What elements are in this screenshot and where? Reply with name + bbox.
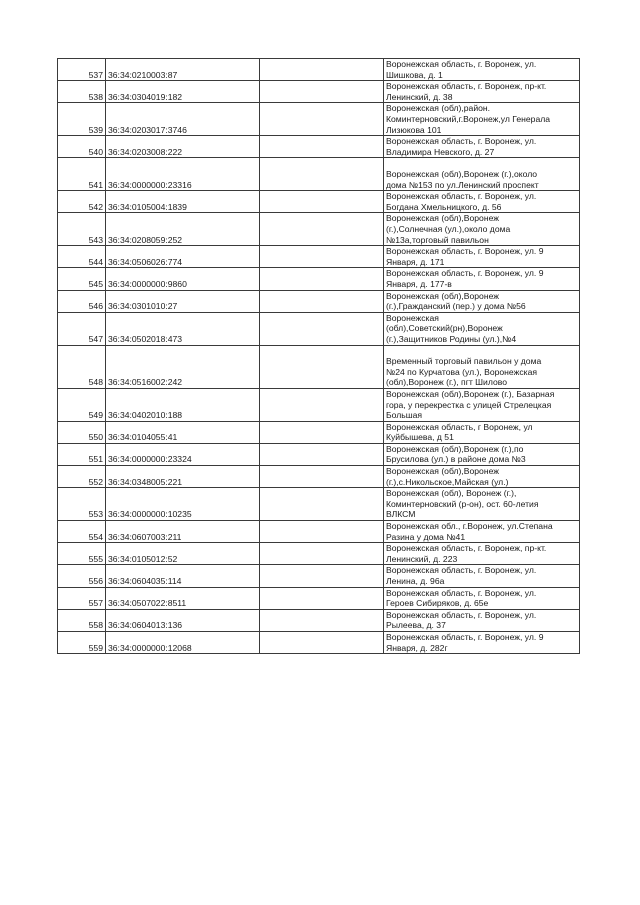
row-number-cell: 547	[58, 312, 106, 345]
table-row	[58, 521, 580, 543]
address-line: Января, д. 282г	[386, 642, 448, 653]
address-line: Героев Сибиряков, д. 65е	[386, 598, 489, 609]
cadastral-number-cell: 36:34:0000000:23316	[106, 158, 260, 191]
table-row	[58, 631, 580, 653]
address-line: Разина у дома №41	[386, 531, 466, 542]
row-number-cell: 559	[58, 631, 106, 653]
address-line: Воронежская область, г. Воронеж, ул.	[386, 136, 537, 147]
address-cell	[384, 213, 580, 246]
address-cell	[384, 59, 580, 81]
table-row	[58, 466, 580, 488]
row-number-cell: 553	[58, 488, 106, 521]
table-row	[58, 191, 580, 213]
cadastral-number-cell: 36:34:0000000:10235	[106, 488, 260, 521]
address-line: Воронежская область, г. Воронеж, пр-кт.	[386, 543, 547, 554]
address-line: №24 по Курчатова (ул.), Воронежская	[386, 366, 538, 377]
row-number-cell: 548	[58, 345, 106, 388]
address-cell	[384, 388, 580, 421]
blank-cell	[260, 521, 384, 543]
cadastral-number-cell: 36:34:0210003:87	[106, 59, 260, 81]
address-cell	[384, 158, 580, 191]
blank-cell	[260, 488, 384, 521]
blank-cell	[260, 136, 384, 158]
table-row	[58, 213, 580, 246]
address-cell	[384, 345, 580, 388]
cadastral-number-cell: 36:34:0000000:23324	[106, 443, 260, 465]
address-cell	[384, 191, 580, 213]
row-number-cell: 556	[58, 565, 106, 587]
row-number-cell: 544	[58, 246, 106, 268]
address-line: (г.),Защитников Родины (ул.),№4	[386, 333, 517, 344]
address-line: дома №153 по ул.Ленинский проспект	[386, 179, 539, 190]
row-number-cell: 558	[58, 609, 106, 631]
table-row	[58, 543, 580, 565]
row-number-cell: 554	[58, 521, 106, 543]
cadastral-number-cell: 36:34:0502018:473	[106, 312, 260, 345]
address-cell	[384, 268, 580, 290]
address-line: Воронежская (обл),район.	[386, 103, 491, 114]
address-cell	[384, 587, 580, 609]
cadastral-number-cell: 36:34:0000000:12068	[106, 631, 260, 653]
address-line: гора, у перекрестка с улицей Стрелецкая	[386, 399, 552, 410]
address-line: Воронежская (обл),Воронеж (г.),по	[386, 443, 524, 454]
row-number-cell: 552	[58, 466, 106, 488]
row-number-cell: 537	[58, 59, 106, 81]
cadastral-number-cell: 36:34:0402010:188	[106, 388, 260, 421]
address-line: Воронежская область, г. Воронеж, ул.	[386, 59, 537, 69]
blank-cell	[260, 81, 384, 103]
address-line: Воронежская область, г. Воронеж, ул.	[386, 191, 537, 202]
address-line: (обл),Советский(рн),Воронеж	[386, 323, 503, 334]
table-row	[58, 59, 580, 81]
address-line: Воронежская область, г. Воронеж, ул.	[386, 587, 537, 598]
table-row	[58, 443, 580, 465]
blank-cell	[260, 59, 384, 81]
cadastral-number-cell: 36:34:0516002:242	[106, 345, 260, 388]
table-row	[58, 587, 580, 609]
address-cell	[384, 443, 580, 465]
blank-cell	[260, 290, 384, 312]
address-cell	[384, 543, 580, 565]
table-row	[58, 488, 580, 521]
address-line: (обл),Воронеж (г.), пгт Шилово	[386, 377, 507, 388]
row-number-cell: 543	[58, 213, 106, 246]
address-cell	[384, 631, 580, 653]
table-row	[58, 246, 580, 268]
blank-cell	[260, 609, 384, 631]
address-line: Брусилова (ул.) в районе дома №3	[386, 454, 526, 465]
blank-cell	[260, 421, 384, 443]
blank-cell	[260, 191, 384, 213]
address-line: Коминтерновский (р-он), ост. 60-летия	[386, 498, 539, 509]
row-number-cell: 539	[58, 103, 106, 136]
address-line: №13а,торговый павильон	[386, 234, 489, 245]
address-cell	[384, 136, 580, 158]
address-line: Воронежская обл., г.Воронеж, ул.Степана	[386, 521, 553, 532]
blank-cell	[260, 246, 384, 268]
table-row	[58, 103, 580, 136]
cadastral-number-cell: 36:34:0301010:27	[106, 290, 260, 312]
row-number-cell: 551	[58, 443, 106, 465]
address-line: Воронежская область, г Воронеж, ул	[386, 421, 533, 432]
address-line: Куйбышева, д 51	[386, 432, 454, 443]
blank-cell	[260, 103, 384, 136]
address-line: Воронежская область, г. Воронеж, ул. 9	[386, 268, 544, 279]
address-line: Воронежская (обл),Воронеж (г.),около	[386, 168, 538, 179]
address-line: Богдана Хмельницкого, д. 56	[386, 201, 502, 212]
table-row	[58, 312, 580, 345]
row-number-cell: 538	[58, 81, 106, 103]
address-cell	[384, 488, 580, 521]
blank-cell	[260, 345, 384, 388]
address-line: Ленина, д. 96а	[386, 576, 445, 587]
address-line: Шишкова, д. 1	[386, 69, 443, 80]
row-number-cell: 540	[58, 136, 106, 158]
cadastral-registry-table	[57, 58, 580, 654]
cadastral-number-cell: 36:34:0203008:222	[106, 136, 260, 158]
address-line: Ленинский, д. 38	[386, 91, 453, 102]
table-row	[58, 609, 580, 631]
blank-cell	[260, 443, 384, 465]
address-line: Воронежская область, г. Воронеж, ул.	[386, 609, 537, 620]
blank-cell	[260, 388, 384, 421]
address-cell	[384, 521, 580, 543]
table-row	[58, 290, 580, 312]
address-cell	[384, 246, 580, 268]
blank-cell	[260, 565, 384, 587]
blank-cell	[260, 466, 384, 488]
address-line: Владимира Невского, д. 27	[386, 146, 495, 157]
table-row	[58, 81, 580, 103]
cadastral-number-cell: 36:34:0507022:8511	[106, 587, 260, 609]
cadastral-number-cell: 36:34:0104055:41	[106, 421, 260, 443]
row-number-cell: 557	[58, 587, 106, 609]
cadastral-number-cell: 36:34:0348005:221	[106, 466, 260, 488]
address-line: Воронежская (обл),Воронеж (г.), Базарная	[386, 388, 555, 399]
address-cell	[384, 103, 580, 136]
address-line: (г.),Солнечная (ул.),около дома	[386, 223, 511, 234]
address-line: Воронежская (обл),Воронеж	[386, 213, 500, 224]
row-number-cell: 542	[58, 191, 106, 213]
blank-cell	[260, 543, 384, 565]
address-line: (г.),Гражданский (пер.) у дома №56	[386, 301, 526, 312]
address-cell	[384, 609, 580, 631]
blank-cell	[260, 312, 384, 345]
blank-cell	[260, 631, 384, 653]
address-line: Рылеева, д. 37	[386, 620, 446, 631]
address-line: (г.),с.Никольское,Майская (ул.)	[386, 476, 509, 487]
cadastral-number-cell: 36:34:0105012:52	[106, 543, 260, 565]
row-number-cell: 546	[58, 290, 106, 312]
table-row	[58, 268, 580, 290]
table-row	[58, 136, 580, 158]
blank-cell	[260, 587, 384, 609]
address-cell	[384, 81, 580, 103]
row-number-cell: 549	[58, 388, 106, 421]
address-line: Воронежская	[386, 312, 439, 323]
address-line: Коминтерновский,г.Воронеж,ул Генерала	[386, 113, 551, 124]
table-row	[58, 565, 580, 587]
address-line: Ленинский, д. 223	[386, 553, 458, 564]
table-body	[58, 59, 580, 654]
table-row	[58, 158, 580, 191]
address-line: Лизюкова 101	[386, 124, 442, 135]
address-line: ВЛКСМ	[386, 509, 416, 520]
blank-cell	[260, 268, 384, 290]
address-line: Воронежская (обл),Воронеж	[386, 466, 500, 477]
address-line: Временный торговый павильон у дома	[386, 356, 542, 367]
address-line: Воронежская область, г. Воронеж, пр-кт.	[386, 81, 547, 92]
address-cell	[384, 421, 580, 443]
address-line: Января, д. 177-в	[386, 278, 452, 289]
cadastral-number-cell: 36:34:0607003:211	[106, 521, 260, 543]
blank-cell	[260, 158, 384, 191]
cadastral-number-cell: 36:34:0604013:136	[106, 609, 260, 631]
row-number-cell: 555	[58, 543, 106, 565]
address-cell	[384, 290, 580, 312]
cadastral-number-cell: 36:34:0506026:774	[106, 246, 260, 268]
row-number-cell: 541	[58, 158, 106, 191]
cadastral-number-cell: 36:34:0208059:252	[106, 213, 260, 246]
address-line: Большая	[386, 410, 423, 421]
address-cell	[384, 466, 580, 488]
address-line: Воронежская область, г. Воронеж, ул. 9	[386, 246, 544, 257]
table-row	[58, 345, 580, 388]
address-line: Января, д. 171	[386, 256, 445, 267]
address-line: Воронежская область, г. Воронеж, ул.	[386, 565, 537, 576]
address-line: Воронежская (обл), Воронеж (г.),	[386, 488, 517, 499]
cadastral-number-cell: 36:34:0304019:182	[106, 81, 260, 103]
table-row	[58, 421, 580, 443]
address-cell	[384, 312, 580, 345]
cadastral-number-cell: 36:34:0604035:114	[106, 565, 260, 587]
cadastral-number-cell: 36:34:0000000:9860	[106, 268, 260, 290]
address-line: Воронежская (обл),Воронеж	[386, 290, 500, 301]
row-number-cell: 545	[58, 268, 106, 290]
address-cell	[384, 565, 580, 587]
blank-cell	[260, 213, 384, 246]
row-number-cell: 550	[58, 421, 106, 443]
table-row	[58, 388, 580, 421]
address-line: Воронежская область, г. Воронеж, ул. 9	[386, 631, 544, 642]
cadastral-number-cell: 36:34:0203017:3746	[106, 103, 260, 136]
cadastral-number-cell: 36:34:0105004:1839	[106, 191, 260, 213]
